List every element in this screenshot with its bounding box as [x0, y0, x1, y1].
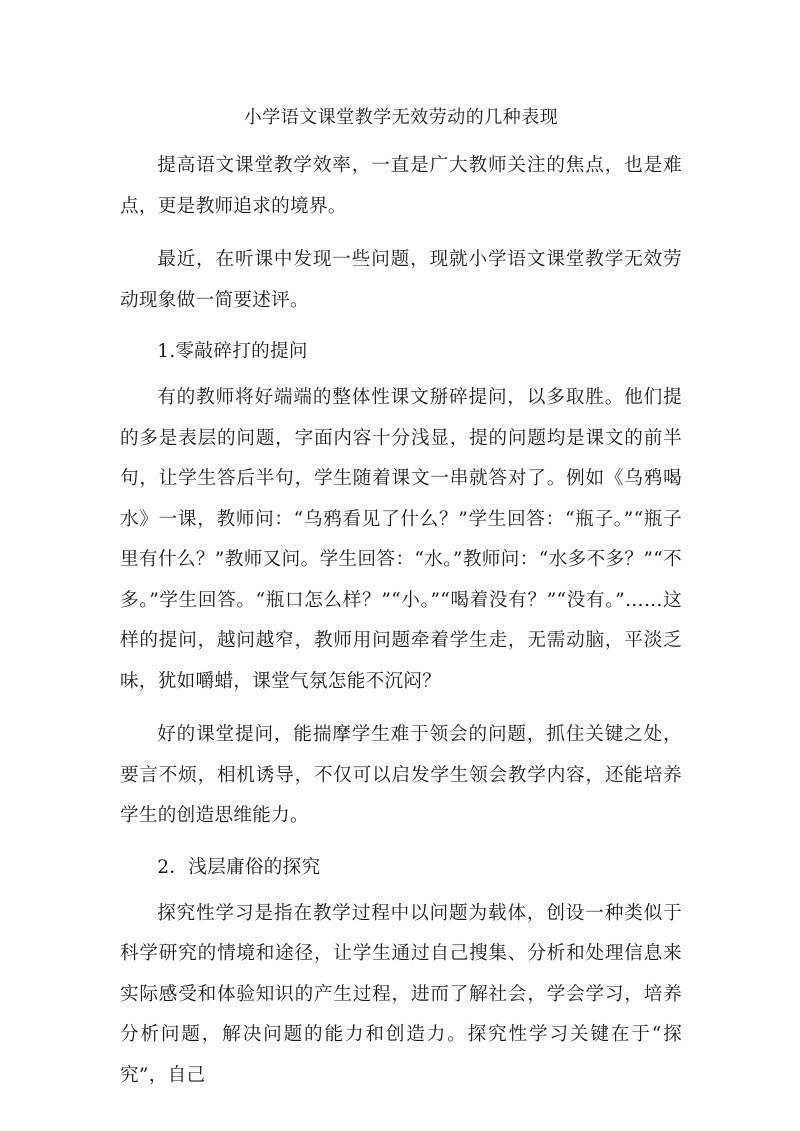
intro-paragraph-1: 提高语文课堂教学效率，一直是广大教师关注的焦点，也是难点，更是教师追求的境界。 — [120, 155, 682, 217]
section-1-paragraph-2: 好的课堂提问，能揣摩学生难于领会的问题，抓住关键之处，要言不烦，相机诱导，不仅可以启发学生领会教学内容，还能培养学生的创造思维能力。 — [120, 724, 682, 826]
document-title: 小学语文课堂教学无效劳动的几种表现 — [243, 107, 559, 128]
intro-paragraph-2: 最近，在听课中发现一些问题，现就小学语文课堂教学无效劳动现象做一简要述评。 — [120, 249, 682, 311]
section-2-heading: 2．浅层庸俗的探究 — [157, 856, 321, 878]
section-1-heading: 1.零敲碎打的提问 — [157, 341, 308, 362]
section-1-paragraph-1: 有的教师将好端端的整体性课文掰碎提问，以多取胜。他们提的多是表层的问题，字面内容十分浅显，提的问题均是课文的前半句，让学生答后半句，学生随着课文一串就答对了。例如《乌鸦喝水》一课，教师问：“乌鸦看见了什么？”学生回答：“瓶子。”“瓶子里有什么？”教师又问。学生回答：“水。”教师问：“水多不多？”“不多。”学生回答。“瓶口怎么样？”“小。”“喝着没有？”“没有。”……这样的提问，越问越窄，教师用问题牵着学生走，无需动脑，平淡乏味，犹如嚼蜡，课堂气氛怎能不沉闷？ — [120, 387, 682, 692]
section-2-paragraph-1: 探究性学习是指在教学过程中以问题为载体，创设一种类似于科学研究的情境和途径，让学生通过自己搜集、分析和处理信息来实际感受和体验知识的产生过程，进而了解社会，学会学习，培养分析问题，解决问题的能力和创造力。探究性学习关键在于“探究”，自己 — [120, 902, 682, 1086]
